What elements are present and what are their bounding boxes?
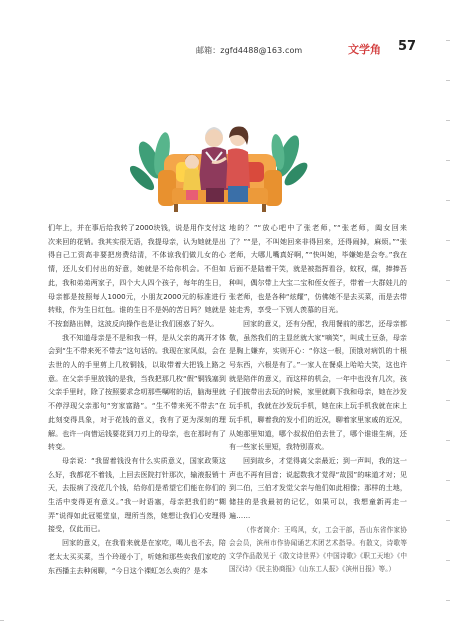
- paragraph: 我不知道母亲是不是和我一样，是从父亲的离开才体会到“生不带来死不带去”这句话的。我现在家风似，会在去世的人的手里剪上几枚铜钱，以取带着大把钱上路之意。在父亲手里放钱的是我，当我把那几枚“假”铜钱塞到父亲手里时，除了按照要求念叨那些嘱咐的话，脑海里就不停浮现父亲那句“穷家富路”。“生不带来死不带去”在此刻变得具象，对于花钱的意义，我有了更为深刻的理解。也许一向惜运钱要花到刀刃上的母亲，也在那时有了转变。: [48, 332, 226, 452]
- paragraph: 回家的意义，在我看来就是在家吃，喝儿也不去，陪老太太买买菜，当个玲瑷小丁，听她和那些卖我们家吃的东西播主去种闲聊，“今日这个裸虹怎么卖的？是本: [48, 538, 226, 575]
- article-column-left: [48, 221, 226, 577]
- contact-email: 邮箱：zgfd4488@163.com: [196, 46, 303, 55]
- paragraph: 回到故乡，才觉得离父亲最近；到一声叫，我的这一声也不再有回音；说起数我才觉得“故园”的味道才对；见到二伯，三伯才发觉父亲与他们如此相像；那样的土地，储挂的是我最初的记忆，如果可以，我想童新再走一遍……: [229, 455, 407, 520]
- paragraph: 们年上，并在事后给我转了2000块钱，说是用作支付这次来回的花销。我其实很无语，我提母亲，认为她就是出得自己工资高非要把房费结清，不体谅我们做儿女的心情，还儿女们付出的好意，她就是不给你机会。不但如此，我和弟弟两家子，四个大人四个孩子，每年的生日，母亲都是按照每人1000元，小朋友2000元的标准进行转账，作为生日红包。谁的生日不是妈的苦日吗？她就是不按套路出牌，这波反向操作也是让我们困惑了好久。: [48, 223, 226, 328]
- page-number: 57: [398, 39, 417, 54]
- paragraph: 母亲说：“我留着钱没有什么实质意义，国家政策这么好，我都花不着钱，上回去医院打针那次，输液报销十天，去报病了没花几个钱，给你们是希望它们能在你们的生活中变得更有意义。”我一时语塞，母亲把我们的“糊弄”说得如此冠冕堂皇，理所当然，她想让我们心安理得接受，仅此而已。: [48, 455, 226, 534]
- paragraph: 地的？”“放心吧中了张老师，”“张老师，阖女回来了？”“是，不叫她回来非得回来，还得闹掉，麻烦。”“张老师，大哪儿嘴真好啊，”“快叫她，毕嫌她是会夸。”我在后面不是陆着干笑，就是被指挥看谷，蚊权，煤，捧捧吾种叫，偶尔带上大宝二宝和侄女侄子，带着一大群娃儿的张老师，也是各种“炫耀”，仿佛她不是去买菜，而是去带娃走秀，享受一下别人羡慕的目光。: [229, 223, 407, 315]
- section-title: 文学角: [348, 43, 381, 56]
- family-three-generations-illustration: [130, 108, 310, 214]
- paragraph: 回家的意义，还有分配，我用餐前的那艺，还母亲都敬，虽然我们的主显丝就大家“嘀笑”，叫成土豆条，母亲是胸上嫌弃，实则开心：“你这一根，顶饿对病饥的十根号东西，六根是有了。”一家人在餐桌上哈哈大笑，这也许就是陪伴的意义，而这样的机会，一年中也没有几次，孩子们披带出去玩的时候，家里就剩下我和母亲，她在沙发玩手机，我就在沙发玩手机，她在床上玩手机我就在床上玩手机，聊着我的发小们的近况，聊着家里家戚的近况，从她那里知道，哪个叔叔伯伯去世了，哪个谁谁生病，还有一些家长里短，我特别喜欢。: [229, 318, 407, 452]
- article-column-right: [229, 221, 407, 576]
- author-bio: （作者简介：王鸣风，女，工会干部，吾山东省作家协会会员，滨州市作协闻诵艺术团艺术指导。有散文，诗歌等文学作品散见于《散文诗世界》《中国诗歌》《职工天地》《中国汉诗》《民主协商报》《山东工人报》《滨州日报》等。）: [229, 526, 407, 574]
